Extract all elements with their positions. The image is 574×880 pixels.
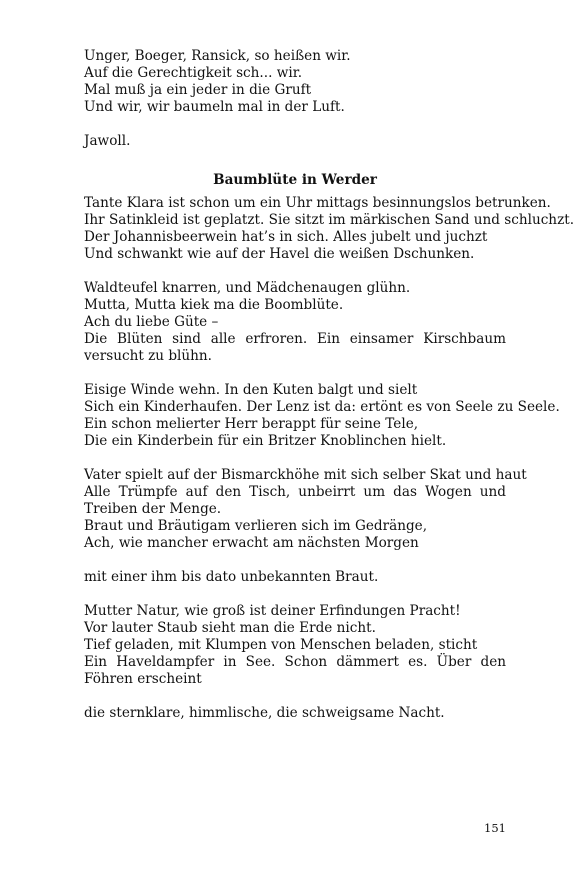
book-page: [84, 48, 574, 739]
poem-stanza-6: [84, 603, 506, 688]
verse-line: Tante Klara ist schon um ein Uhr mittags besinnungslos betrunken.: [84, 195, 551, 211]
verse-line: Und schwankt wie auf der Havel die weißen Dschunken.: [84, 246, 475, 262]
verse-line: die sternklare, himmlische, die schweigsame Nacht.: [84, 705, 445, 721]
verse-line: mit einer ihm bis dato unbekannten Braut.: [84, 569, 379, 585]
poem-stanza-7: [84, 705, 506, 722]
poem-stanza-3: [84, 382, 560, 450]
verse-line: Vor lauter Staub sieht man die Erde nicht.: [84, 620, 376, 636]
prelude-stanza-1: [84, 48, 506, 116]
verse-line: Unger, Boeger, Ransick, so heißen wir.: [84, 48, 351, 64]
verse-line: Die Blüten sind alle erfroren. Ein einsamer Kirschbaum versucht zu blühn.: [84, 331, 506, 364]
poem-title: Baumblüte in Werder: [213, 172, 377, 188]
verse-line: Mutter Natur, wie groß ist deiner Erfindungen Pracht!: [84, 603, 461, 619]
verse-line: Ach du liebe Güte –: [84, 314, 219, 330]
poem-stanza-5: [84, 569, 506, 586]
verse-line: Alle Trümpfe auf den Tisch, unbeirrt um das Wogen und Treiben der Menge.: [84, 484, 506, 517]
poem-stanza-1: [84, 195, 574, 263]
verse-line: Braut und Bräutigam verlieren sich im Gedränge,: [84, 518, 428, 534]
verse-line: Jawoll.: [84, 133, 131, 149]
verse-line: Sich ein Kinderhaufen. Der Lenz ist da: ertönt es von Seele zu Seele.: [84, 399, 560, 415]
verse-line: Ein Haveldampfer in See. Schon dämmert es. Über den Föhren erscheint: [84, 654, 506, 687]
verse-line: Tief geladen, mit Klumpen von Menschen beladen, sticht: [84, 637, 478, 653]
verse-line: Mutta, Mutta kiek ma die Boomblüte.: [84, 297, 344, 313]
verse-line: Waldteufel knarren, und Mädchenaugen glühn.: [84, 280, 411, 296]
page-number: 151: [484, 821, 506, 835]
verse-line: Der Johannisbeerwein hat’s in sich. Alles jubelt und juchzt: [84, 229, 488, 245]
verse-line: Die ein Kinderbein für ein Britzer Knoblinchen hielt.: [84, 433, 447, 449]
verse-line: Ach, wie mancher erwacht am nächsten Morgen: [84, 535, 419, 551]
verse-line: Ihr Satinkleid ist geplatzt. Sie sitzt im märkischen Sand und schluchzt.: [84, 212, 574, 228]
verse-line: Ein schon melierter Herr berappt für seine Tele,: [84, 416, 419, 432]
prelude-stanza-2: [84, 133, 506, 150]
poem-stanza-2: [84, 280, 506, 365]
poem-stanza-4: [84, 467, 527, 552]
verse-line: Mal muß ja ein jeder in die Gruft: [84, 82, 312, 98]
verse-line: Und wir, wir baumeln mal in der Luft.: [84, 99, 345, 115]
verse-line: Vater spielt auf der Bismarckhöhe mit sich selber Skat und haut: [84, 467, 527, 483]
verse-line: Auf die Gerechtigkeit sch... wir.: [84, 65, 303, 81]
verse-line: Eisige Winde wehn. In den Kuten balgt und sielt: [84, 382, 418, 398]
